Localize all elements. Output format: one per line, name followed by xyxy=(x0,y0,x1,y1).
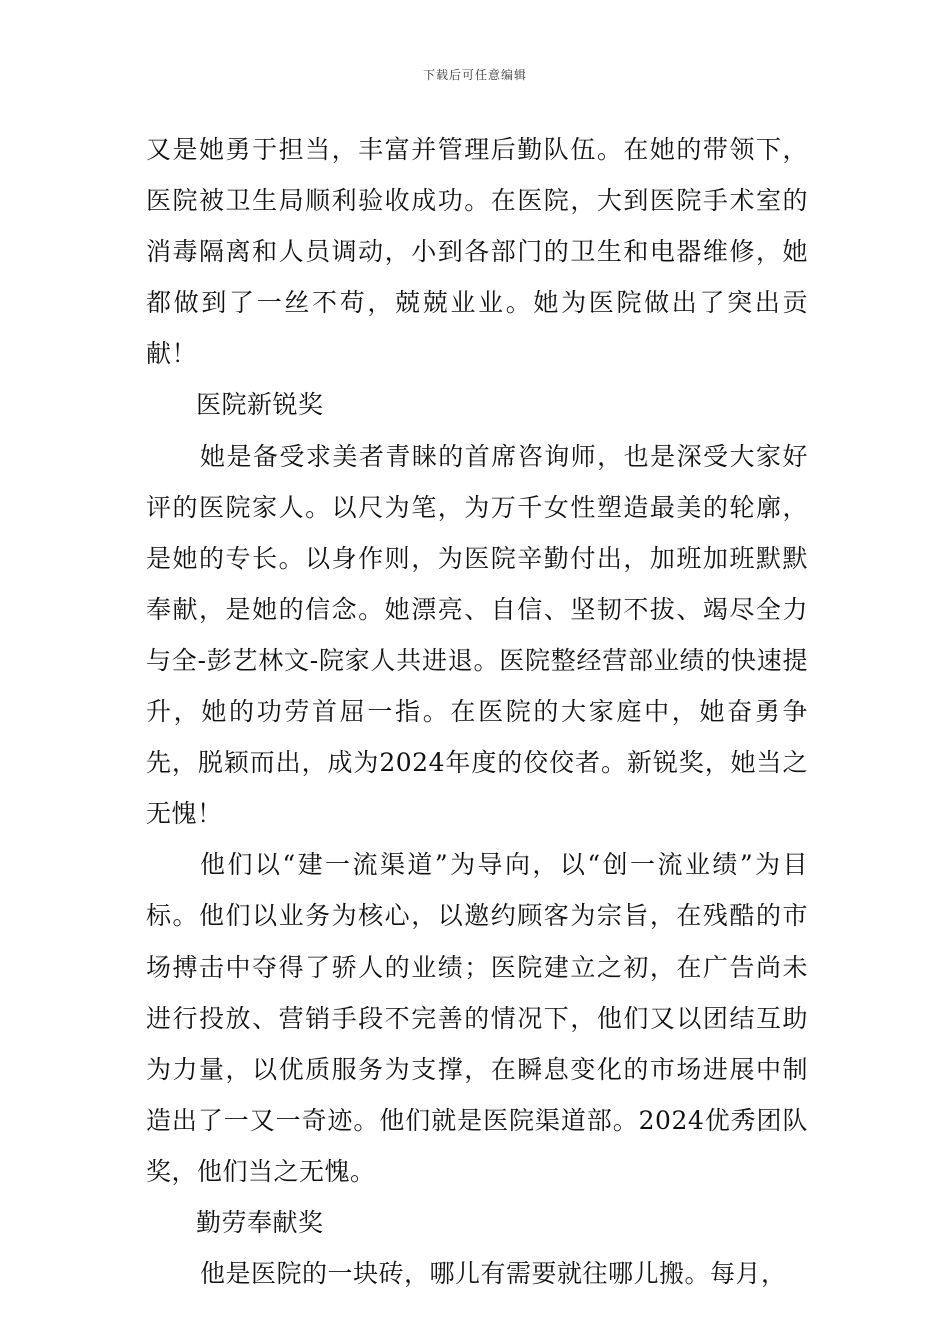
page-header: 下载后可任意编辑 xyxy=(422,68,527,82)
section-heading-dedication-award: 勤劳奉献奖 xyxy=(196,1207,324,1237)
paragraph-new-talent-award: 她是备受求美者青睐的首席咨询师，也是深受大家好评的医院家人。以尺为笔，为万千女性塑造最美的轮廓，是她的专长。以身作则，为医院辛勤付出，加班加班默默奉献，是她的信念。她漂亮、自信、坚韧不拔、竭尽全力与全-彭艺林文-院家人共进退。医院整经营部业绩的快速提升，她的功劳首屈一指。在医院的大家庭中，她奋勇争先，脱颖而出，成为2024年度的佼佼者。新锐奖，她当之无愧！ xyxy=(146,441,808,829)
section-heading-new-talent-award: 医院新锐奖 xyxy=(196,390,324,420)
document-body xyxy=(146,124,808,1299)
paragraph-continuation: 又是她勇于担当，丰富并管理后勤队伍。在她的带领下，医院被卫生局顺利验收成功。在医院，大到医院手术室的消毒隔离和人员调动，小到各部门的卫生和电器维修，她都做到了一丝不苟，兢兢业业。她为医院做出了突出贡献！ xyxy=(146,135,808,369)
paragraph-excellent-team-award: 他们以“建一流渠道”为导向，以“创一流业绩”为目标。他们以业务为核心，以邀约顾客为宗旨，在残酷的市场搏击中夺得了骄人的业绩；医院建立之初，在广告尚未进行投放、营销手段不完善的情况下，他们又以团结互助为力量，以优质服务为支撑，在瞬息变化的市场进展中制造出了一又一奇迹。他们就是医院渠道部。2024优秀团队奖，他们当之无愧。 xyxy=(146,850,808,1186)
paragraph-dedication-award: 他是医院的一块砖，哪儿有需要就往哪儿搬。每月， xyxy=(200,1259,787,1289)
